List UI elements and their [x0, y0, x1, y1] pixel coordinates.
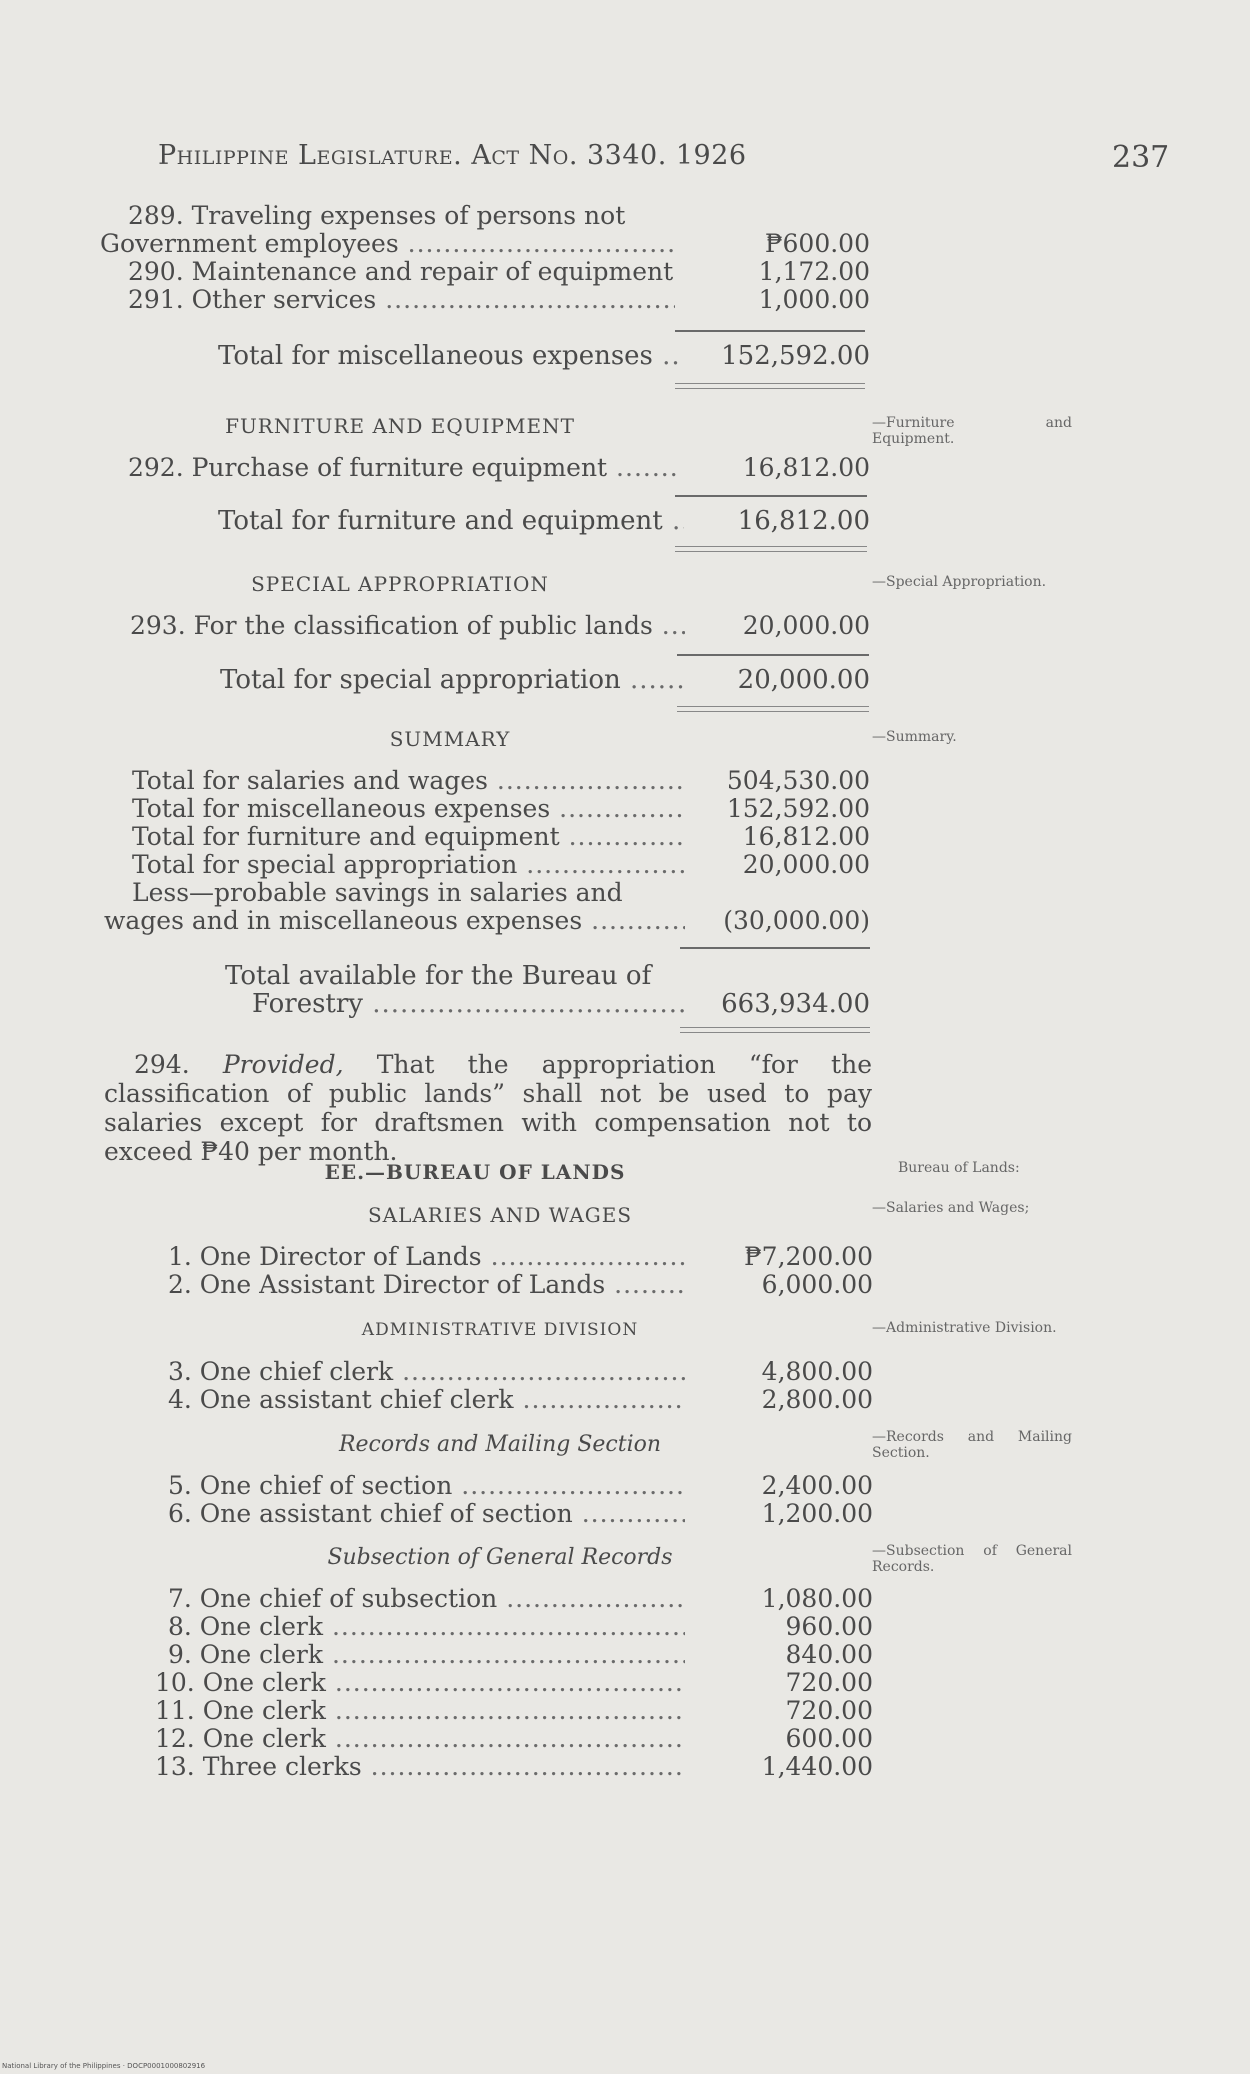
total-label: Forestry .....: [252, 990, 685, 1018]
line-amount: 1,000.00: [758, 285, 870, 314]
line-label: 1. One Director of Lands .....: [168, 1243, 685, 1271]
line-item: [100, 230, 870, 258]
total-amount: 663,934.00: [721, 989, 870, 1019]
section-heading: Subsection of General Records: [327, 1545, 673, 1570]
total-line: [100, 342, 870, 370]
line-amount: ₱7,200.00: [744, 1242, 873, 1271]
running-head: Philippine Legislature. Act No. 3340. 1926: [158, 140, 747, 171]
total-amount: 20,000.00: [737, 665, 870, 695]
line-item: [100, 823, 870, 851]
line-label: 290. Maintenance and repair of equipment: [128, 258, 674, 286]
line-label: 4. One assistant chief clerk .....: [168, 1386, 685, 1414]
section-heading: FURNITURE AND EQUIPMENT: [225, 414, 575, 438]
total-line: [100, 962, 870, 990]
total-line: [100, 666, 870, 694]
total-line: [100, 507, 870, 535]
line-label: Less—probable savings in salaries and: [132, 879, 623, 907]
line-item: [100, 202, 870, 230]
margin-note: —Records and Mailing Section.: [872, 1429, 1072, 1461]
line-label: 9. One clerk .....: [168, 1641, 685, 1669]
line-amount: 1,200.00: [761, 1499, 873, 1528]
total-double-rule: [677, 706, 869, 712]
line-amount: 600.00: [785, 1724, 873, 1753]
line-item: [100, 1696, 873, 1725]
line-item: [100, 1668, 873, 1697]
line-label: 8. One clerk .....: [168, 1613, 685, 1641]
margin-note: —Salaries and Wages;: [872, 1200, 1030, 1216]
subtotal-rule: [677, 654, 869, 656]
section-heading: Records and Mailing Section: [338, 1432, 662, 1457]
line-label: Total for furniture and equipment .....: [132, 823, 685, 851]
proviso-paragraph: [104, 1050, 872, 1166]
line-item: [100, 795, 870, 823]
line-item: [100, 879, 870, 907]
line-amount: 6,000.00: [761, 1270, 873, 1299]
line-amount: 152,592.00: [726, 794, 870, 823]
line-item: [100, 1385, 873, 1414]
total-amount: 152,592.00: [721, 341, 870, 371]
line-amount: 20,000.00: [742, 611, 870, 640]
subtotal-rule: [680, 947, 870, 949]
line-item: [100, 1612, 873, 1641]
total-amount: 16,812.00: [737, 506, 870, 536]
line-label: wages and in miscellaneous expenses .....: [104, 907, 685, 935]
line-amount: 720.00: [785, 1696, 873, 1725]
section-heading: ADMINISTRATIVE DIVISION: [361, 1320, 639, 1340]
line-amount: 2,400.00: [761, 1471, 873, 1500]
line-label: 12. One clerk .....: [155, 1725, 685, 1753]
line-item: [100, 1471, 873, 1500]
line-label: 13. Three clerks .....: [155, 1753, 685, 1781]
line-amount: 2,800.00: [761, 1385, 873, 1414]
line-item: [100, 1640, 873, 1669]
margin-note: Bureau of Lands:: [898, 1160, 1020, 1176]
line-item: [100, 612, 870, 640]
total-double-rule: [675, 383, 865, 389]
line-amount: 4,800.00: [761, 1357, 873, 1386]
line-label: 289. Traveling expenses of persons not: [128, 202, 626, 230]
line-label: 11. One clerk .....: [155, 1697, 685, 1725]
proviso-italic: Provided,: [222, 1050, 344, 1079]
margin-note: —Special Appropriation.: [872, 574, 1047, 590]
total-line: [100, 990, 870, 1018]
line-amount: 16,812.00: [742, 453, 870, 482]
line-amount: 504,530.00: [726, 766, 870, 795]
line-label: 293. For the classification of public lands .....: [130, 612, 685, 640]
line-amount: 1,172.00: [758, 257, 870, 286]
section-heading: SUMMARY: [389, 727, 511, 751]
line-amount: 720.00: [785, 1668, 873, 1697]
line-label: 2. One Assistant Director of Lands .....: [168, 1271, 685, 1299]
margin-note: —Furniture and Equipment.: [872, 415, 1072, 447]
line-label: Government employees .....: [100, 230, 675, 258]
proviso-text: That the appropriation “for the classification of public lands” shall not be used to pay salaries except for draftsmen with compensation not to exceed ₱40 per month.: [104, 1050, 872, 1166]
line-label: 10. One clerk .....: [155, 1669, 685, 1697]
line-item: [100, 1724, 873, 1753]
section-heading: EE.—BUREAU OF LANDS: [324, 1160, 626, 1184]
line-label: 5. One chief of section .....: [168, 1472, 685, 1500]
line-item: [100, 1357, 873, 1386]
page-number: 237: [1112, 140, 1170, 175]
line-label: 291. Other services .....: [128, 286, 675, 314]
line-amount: 1,080.00: [761, 1584, 873, 1613]
line-amount: 840.00: [785, 1640, 873, 1669]
line-label: Total for special appropriation .....: [132, 851, 685, 879]
line-label: 292. Purchase of furniture equipment .....: [128, 454, 680, 482]
total-double-rule: [675, 546, 867, 552]
total-label: Total available for the Bureau of: [225, 962, 652, 990]
proviso-number: 294.: [134, 1050, 190, 1079]
line-amount: 16,812.00: [742, 822, 870, 851]
total-label: Total for special appropriation .....: [220, 666, 684, 694]
margin-note: —Administrative Division.: [872, 1320, 1057, 1336]
line-label: 3. One chief clerk .....: [168, 1358, 685, 1386]
footer-credit: National Library of the Philippines · DOCP0001000802916: [2, 2062, 206, 2070]
margin-note: —Subsection of General Records.: [872, 1543, 1072, 1575]
line-label: 7. One chief of subsection .....: [168, 1585, 685, 1613]
line-amount: 20,000.00: [742, 850, 870, 879]
line-item: [100, 1270, 873, 1299]
line-item: [100, 1499, 873, 1528]
line-label: Total for salaries and wages .....: [132, 767, 685, 795]
section-heading: SPECIAL APPROPRIATION: [251, 572, 549, 596]
line-item: [100, 1752, 873, 1781]
line-label: Total for miscellaneous expenses .....: [132, 795, 685, 823]
line-item: [100, 286, 870, 314]
subtotal-rule: [675, 495, 867, 497]
subtotal-rule: [675, 330, 865, 332]
line-amount: (30,000.00): [723, 906, 870, 935]
line-item: [100, 1242, 873, 1271]
line-item: [100, 1584, 873, 1613]
line-item: [100, 851, 870, 879]
margin-note: —Summary.: [872, 729, 957, 745]
line-item: [100, 767, 870, 795]
total-double-rule: [680, 1027, 870, 1033]
total-label: Total for miscellaneous expenses .....: [218, 342, 678, 370]
line-amount: ₱600.00: [764, 229, 870, 258]
line-item: [100, 258, 870, 286]
line-amount: 960.00: [785, 1612, 873, 1641]
line-amount: 1,440.00: [761, 1752, 873, 1781]
line-item: [100, 454, 870, 482]
total-label: Total for furniture and equipment .....: [218, 507, 684, 535]
line-label: 6. One assistant chief of section .....: [168, 1500, 685, 1528]
line-item: [100, 907, 870, 935]
section-heading: SALARIES AND WAGES: [367, 1203, 633, 1227]
